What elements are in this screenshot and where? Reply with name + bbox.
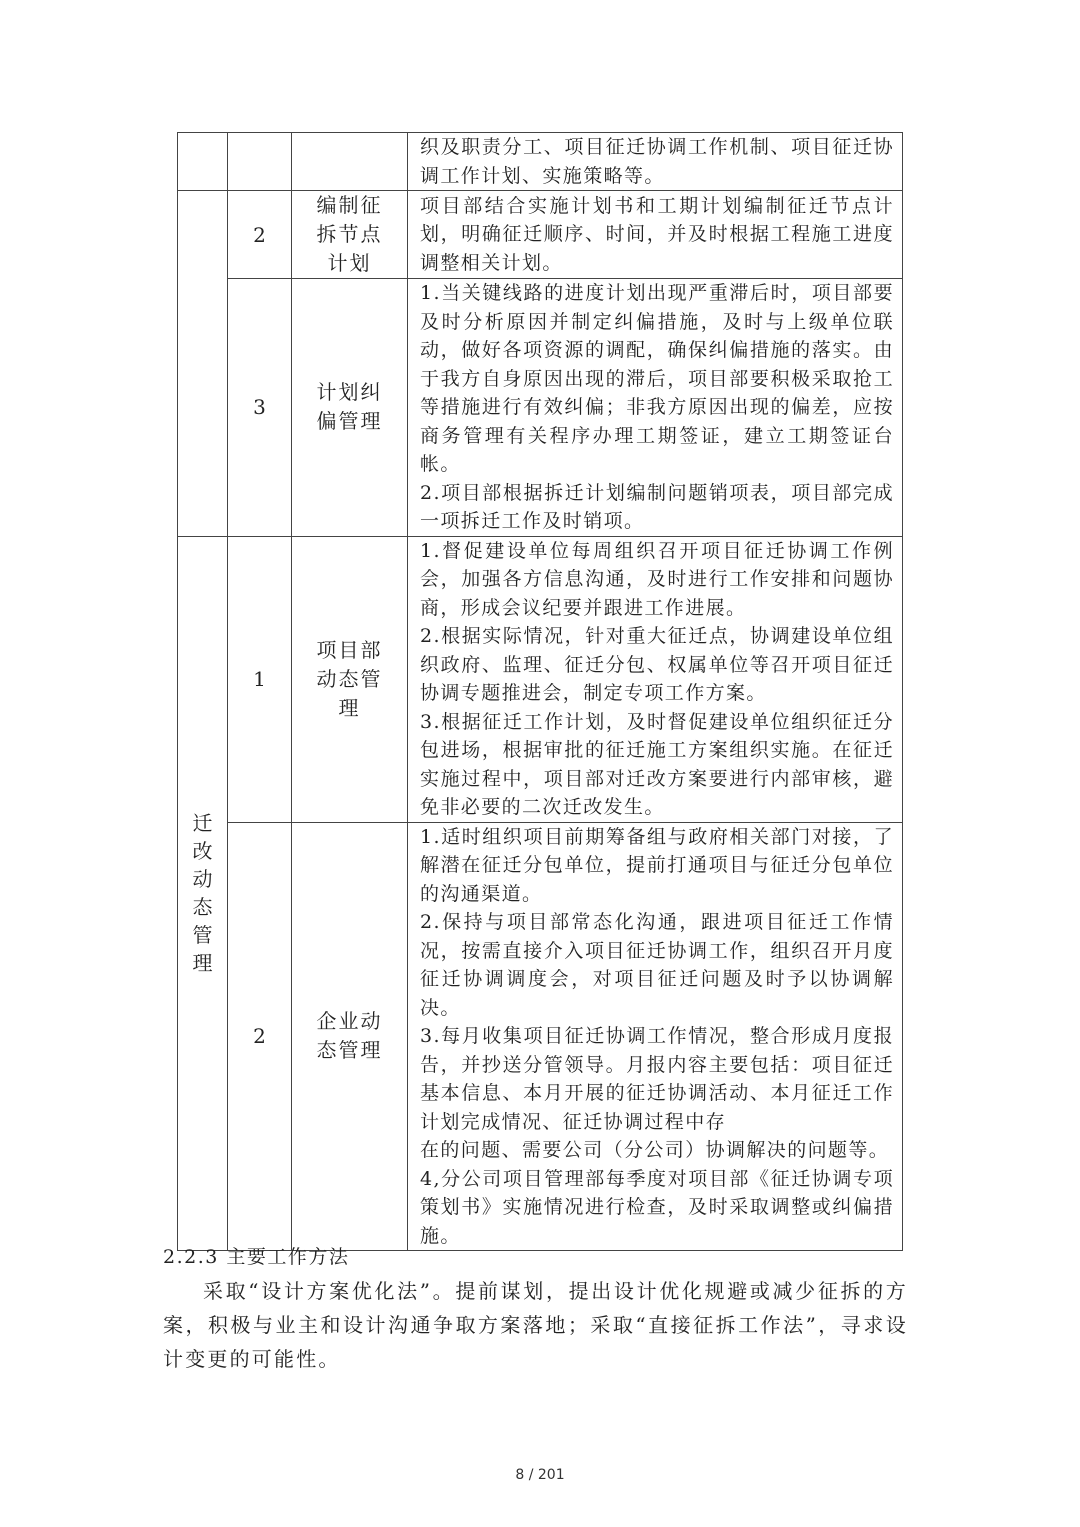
category-label: 迁改动态管理 (192, 811, 213, 976)
description-cell (408, 822, 903, 1251)
description-cell (408, 191, 903, 279)
description-paragraph: 1.督促建设单位每周组织召开项目征迁协调工作例会，加强各方信息沟通，及时进行工作安排和问题协商，形成会议纪要并跟进工作进展。 (420, 539, 894, 619)
description-paragraph: 2.根据实际情况，针对重大征迁点，协调建设单位组织政府、监理、征迁分包、权属单位等召开项目征迁协调专题推进会，制定专项工作方案。 (420, 625, 894, 704)
description-paragraph: 项目部结合实施计划书和工期计划编制征迁节点计划，明确征迁顺序、时间，并及时根据工程施工进度调整相关计划。 (420, 194, 894, 274)
number-cell: 1 (228, 536, 292, 822)
item-name: 编制征拆节点计划 (316, 193, 383, 275)
table-row (178, 279, 903, 537)
name-cell (292, 822, 408, 1251)
table-row (178, 822, 903, 1251)
category-cell-previous (178, 279, 228, 537)
description-paragraph: 3.每月收集项目征迁协调工作情况，整合形成月度报告，并抄送分管领导。月报内容主要包括：项目征迁基本信息、本月开展的征迁协调活动、本月征迁工作计划完成情况、征迁协调过程中存 (420, 1025, 894, 1133)
description-paragraph: 1.适时组织项目前期筹备组与政府相关部门对接，了解潜在征迁分包单位，提前打通项目与征迁分包单位的沟通渠道。 (420, 825, 894, 905)
section-heading: 2.2.3 主要工作方法 (163, 1246, 350, 1268)
description-paragraph: 在的问题、需要公司（分公司）协调解决的问题等。 (420, 1139, 890, 1161)
description-paragraph: 3.根据征迁工作计划，及时督促建设单位组织征迁分包进场，根据审批的征迁施工方案组织实施。在征迁实施过程中，项目部对迁改方案要进行内部审核，避免非必要的二次迁改发生。 (420, 710, 894, 818)
description-cell (408, 279, 903, 537)
category-cell (178, 536, 228, 1251)
description-paragraph: 1.当关键线路的进度计划出现严重滞后时，项目部要及时分析原因并制定纠偏措施，及时与上级单位联动，做好各项资源的调配，确保纠偏措施的落实。由于我方自身原因出现的滞后，项目部要积极采取抢工等措施进行有效纠偏；非我方原因出现的偏差，应按商务管理有关程序办理工期签证，建立工期签证台帐。 (420, 282, 894, 475)
name-cell (292, 133, 408, 191)
category-cell-previous (178, 133, 228, 191)
description-paragraph: 4,分公司项目管理部每季度对项目部《征迁协调专项策划书》实施情况进行检查，及时采取调整或纠偏措施。 (420, 1167, 894, 1247)
description-cell (408, 133, 903, 191)
item-name: 企业动态管理 (316, 1009, 383, 1063)
description-paragraph: 2.保持与项目部常态化沟通，跟进项目征迁工作情况，按需直接介入项目征迁协调工作，组织召开月度征迁协调调度会，对项目征迁问题及时予以协调解决。 (420, 911, 894, 1019)
name-cell (292, 279, 408, 537)
page-number: 8 / 201 (515, 1467, 565, 1483)
description-paragraph: 织及职责分工、项目征迁协调工作机制、项目征迁协调工作计划、实施策略等。 (420, 136, 894, 187)
category-cell-previous (178, 191, 228, 279)
name-cell (292, 191, 408, 279)
table-row (178, 191, 903, 279)
number-cell: 2 (228, 822, 292, 1251)
number-cell: 3 (228, 279, 292, 537)
number-cell: 2 (228, 191, 292, 279)
number-cell (228, 133, 292, 191)
item-name: 计划纠偏管理 (316, 380, 383, 434)
description-cell (408, 536, 903, 822)
table-row (178, 536, 903, 822)
item-name: 项目部动态管理 (316, 637, 383, 720)
table-row (178, 133, 903, 191)
section-body: 采取“设计方案优化法”。提前谋划，提出设计优化规避或减少征拆的方案，积极与业主和设计沟通争取方案落地；采取“直接征拆工作法”，寻求设计变更的可能性。 (163, 1279, 908, 1371)
work-table (177, 132, 903, 1251)
description-paragraph: 2.项目部根据拆迁计划编制问题销项表，项目部完成一项拆迁工作及时销项。 (420, 481, 894, 532)
name-cell (292, 536, 408, 822)
